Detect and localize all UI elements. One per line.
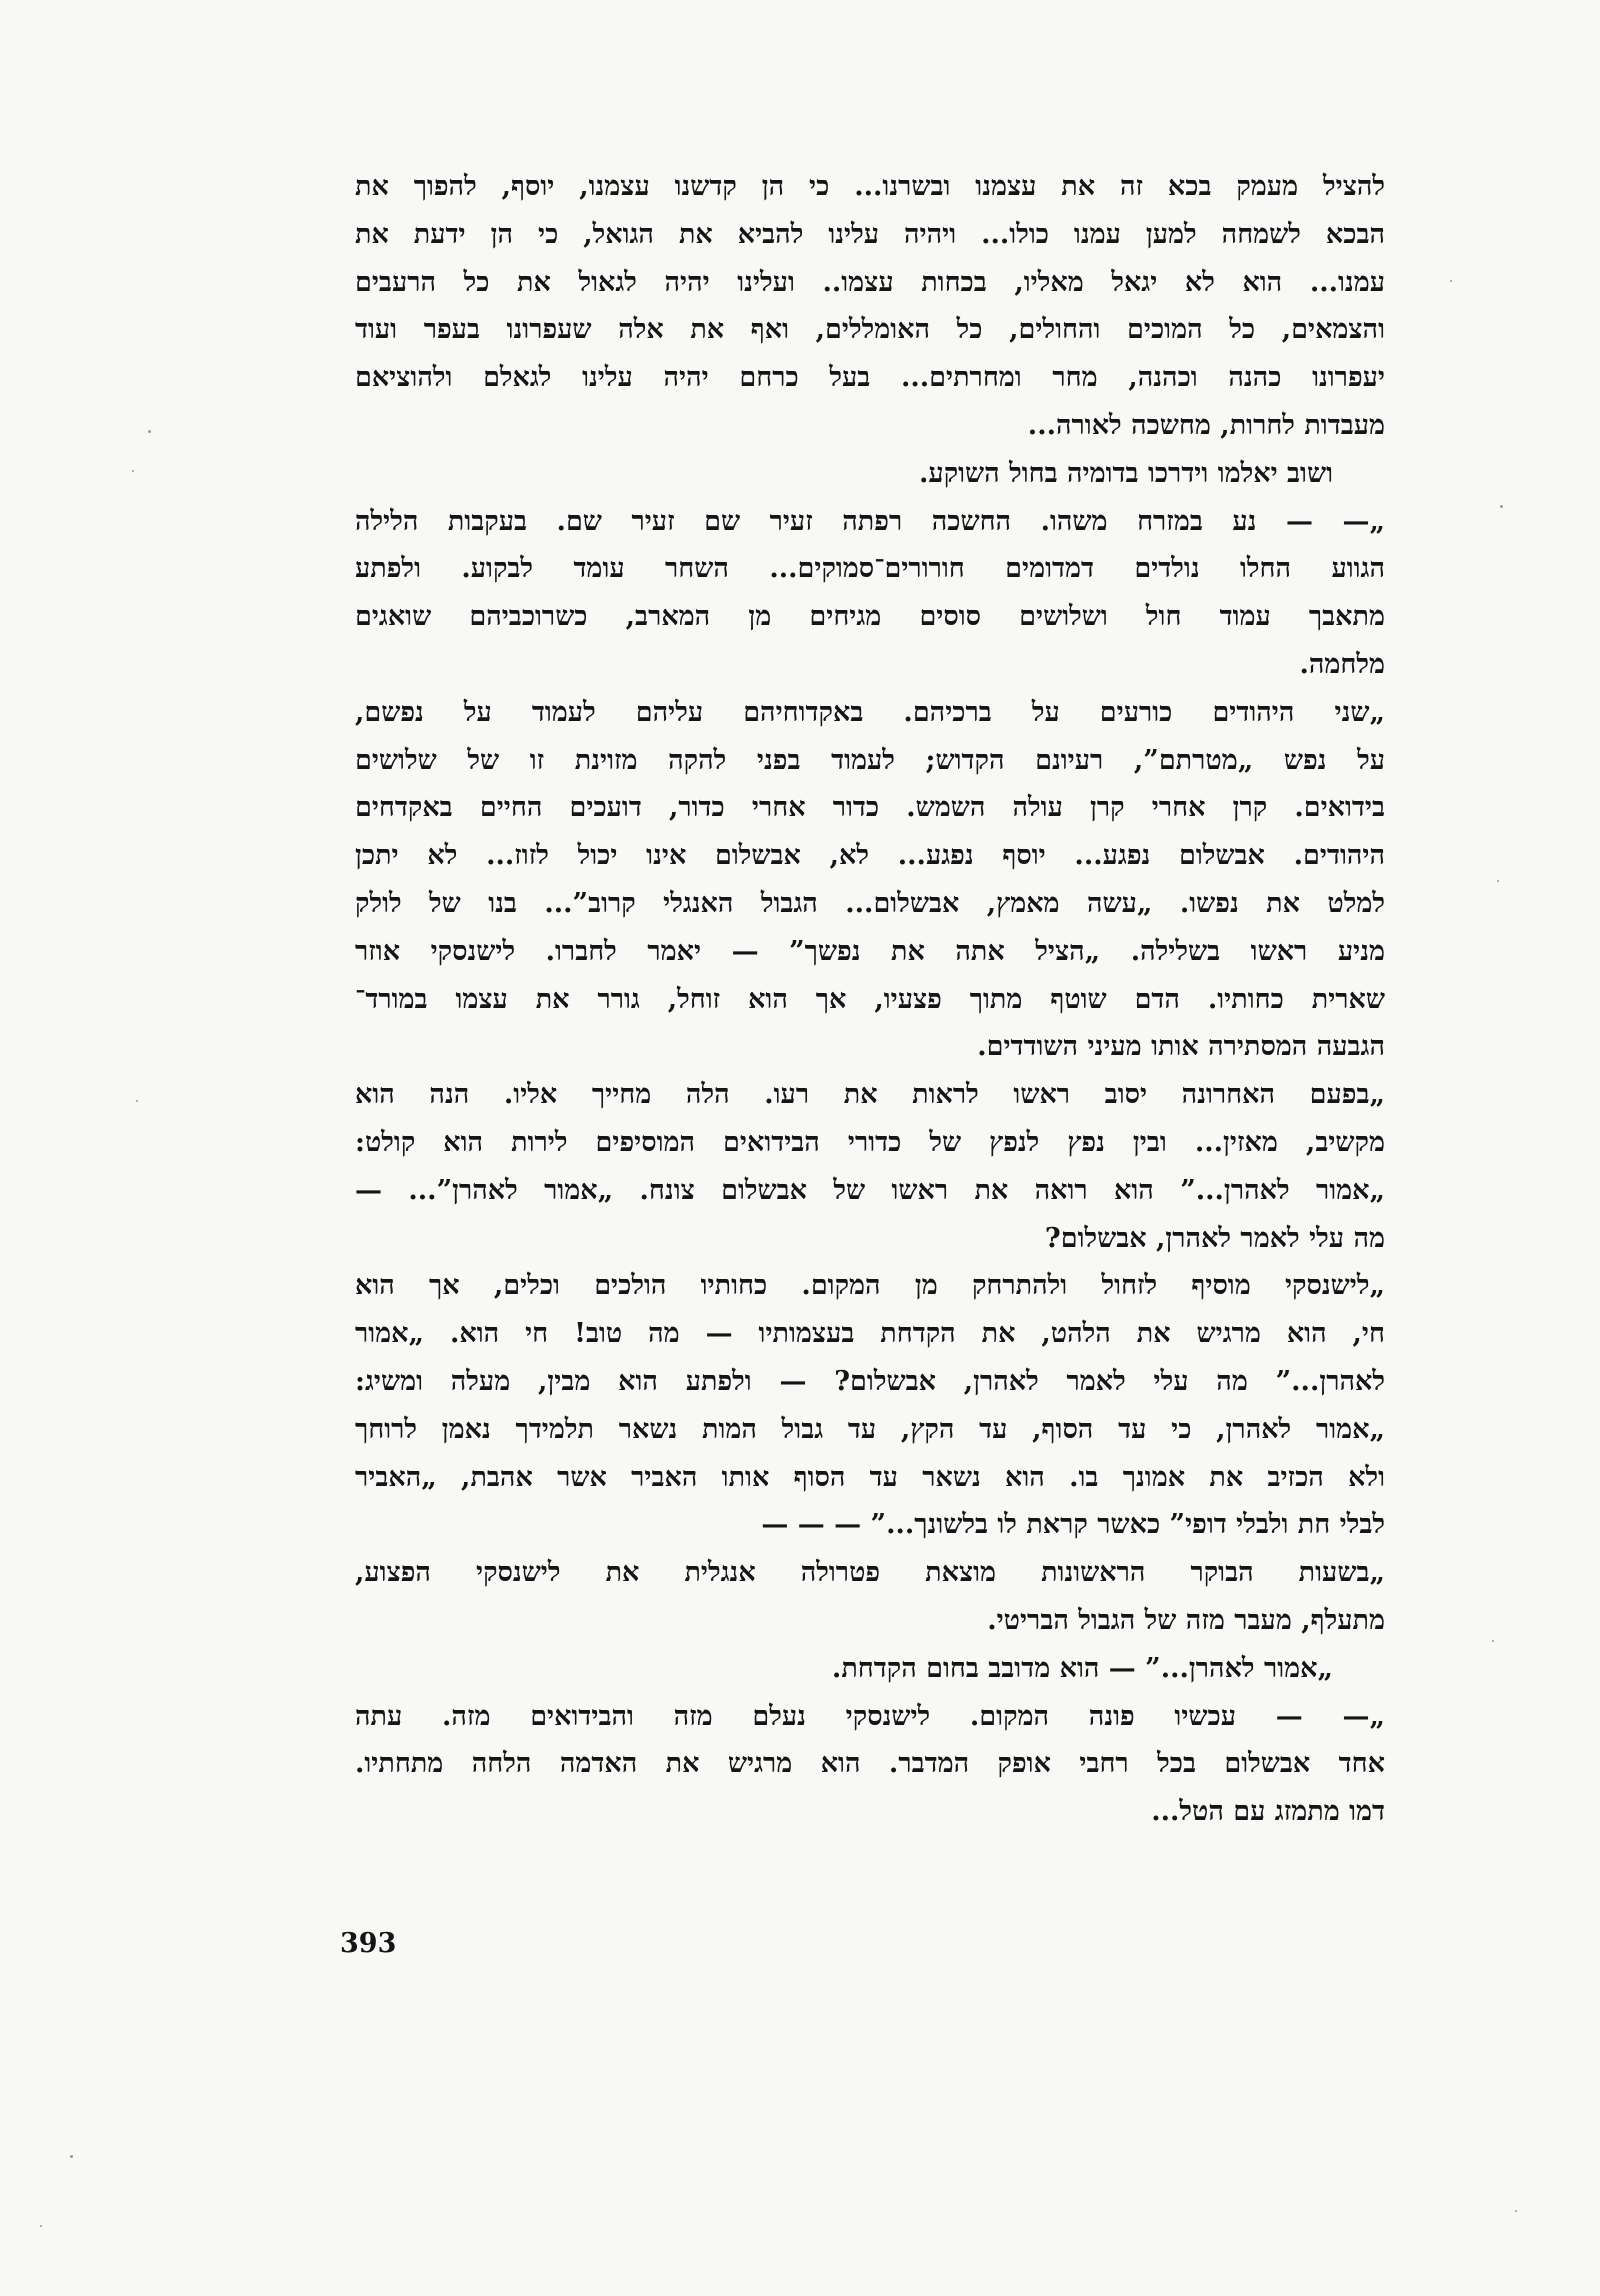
text-line: „— — נע במזרח משהו. החשכה רפתה זעיר שם זעיר שם. בעקבות הלילה <box>355 505 1385 537</box>
page-number: 393 <box>340 1928 397 1959</box>
text-line: הגווע החלו נולדים דמדומים חורורים־סמוקים... השחר עומד לבקוע. ולפתע <box>355 553 1385 585</box>
scan-speck <box>148 430 151 433</box>
text-line: בידואים. קרן אחרי קרן עולה השמש. כדור אחרי כדור, דועכים החיים באקדחים <box>355 792 1385 824</box>
text-line: עמנו... הוא לא יגאל מאליו, בכחות עצמו.. ועלינו יהיה לגאול את כל הרעבים <box>355 266 1385 298</box>
text-line: „בשעות הבוקר הראשונות מוצאת פטרולה אנגלית את לישנסקי הפצוע, <box>355 1557 1385 1589</box>
text-line: מלחמה. <box>1299 648 1385 680</box>
scan-speck <box>1492 1640 1494 1642</box>
text-line: והצמאים, כל המוכים והחולים, כל האומללים, ואף את אלה שעפרונו בעפר ועוד <box>355 314 1385 346</box>
scan-speck <box>132 470 134 472</box>
text-line: יעפרונו כהנה וכהנה, מחר ומחרתים... בעל כרחם יהיה עלינו לגאלם ולהוציאם <box>355 362 1385 394</box>
text-line: הבכא לשמחה למען עמנו כולו... ויהיה עלינו להביא את הגואל, כי הן ידעת את <box>355 218 1385 250</box>
scan-speck <box>1500 505 1503 508</box>
text-line: „לישנסקי מוסיף לזחול ולהתרחק מן המקום. כחותיו הולכים וכלים, אך הוא <box>355 1270 1385 1302</box>
text-line: שארית כחותיו. הדם שוטף מתוך פצעיו, אך הוא זוחל, גורר את עצמו במורד־ <box>355 983 1385 1015</box>
text-line: מעבדות לחרות, מחשכה לאורה... <box>1027 409 1385 441</box>
text-line: מתאבך עמוד חול ושלושים סוסים מגיחים מן המארב, כשרוכביהם שואגים <box>355 601 1385 633</box>
text-line: אחד אבשלום בכל רחבי אופק המדבר. הוא מרגיש את האדמה הלחה מתחתיו. <box>355 1748 1385 1780</box>
text-line: מניע ראשו בשלילה. „הציל אתה את נפשך” — יאמר לחברו. לישנסקי אוזר <box>355 935 1385 967</box>
text-line: מה עלי לאמר לאהרן, אבשלום? <box>1044 1222 1385 1254</box>
text-line: „בפעם האחרונה יסוב ראשו לראות את רעו. הלה מחייך אליו. הנה הוא <box>355 1079 1385 1111</box>
text-line: „— — עכשיו פונה המקום. לישנסקי נעלם מזה והבידואים מזה. עתה <box>355 1700 1385 1732</box>
text-line: לאהרן...” מה עלי לאמר לאהרן, אבשלום? — ולפתע הוא מבין, מעלה ומשיג: <box>355 1365 1385 1397</box>
text-line: היהודים. אבשלום נפגע... יוסף נפגע... לא, אבשלום אינו יכול לזוז... לא יתכן <box>355 840 1385 872</box>
text-line: למלט את נפשו. „עשה מאמץ, אבשלום... הגבול האנגלי קרוב”... בנו של לולק <box>355 887 1385 919</box>
scan-speck <box>1450 280 1452 282</box>
text-line: „אמור לאהרן...” הוא רואה את ראשו של אבשלום צונח. „אמור לאהרן”... — <box>355 1174 1385 1206</box>
text-line: מתעלף, מעבר מזה של הגבול הבריטי. <box>987 1604 1385 1636</box>
scan-speck <box>70 2155 73 2158</box>
scan-speck <box>1497 880 1499 882</box>
text-line: לבלי חת ולבלי דופי” כאשר קראת לו בלשונך...” — — — <box>761 1509 1385 1541</box>
text-line: ולא הכזיב את אמונך בו. הוא נשאר עד הסוף אותו האביר אשר אהבת, „האביר <box>355 1461 1385 1493</box>
scan-speck <box>40 2225 42 2227</box>
text-line: „שני היהודים כורעים על ברכיהם. באקדוחיהם עליהם לעמוד על נפשם, <box>355 696 1385 728</box>
text-line: ושוב יאלמו וידרכו בדומיה בחול השוקע. <box>919 457 1333 489</box>
scan-speck <box>136 1100 138 1102</box>
body-text <box>355 163 1385 1836</box>
text-line: „אמור לאהרן...” — הוא מדובב בחום הקדחת. <box>831 1652 1333 1684</box>
text-line: הגבעה המסתירה אותו מעיני השודדים. <box>977 1031 1385 1063</box>
text-line: מקשיב, מאזין... ובין נפץ לנפץ של כדורי הבידואים המוסיפים לירות הוא קולט: <box>355 1126 1385 1158</box>
text-line: „אמור לאהרן, כי עד הסוף, עד הקץ, עד גבול המות נשאר תלמידך נאמן לרוחך <box>355 1413 1385 1445</box>
text-line: להציל מעמק בכא זה את עצמנו ובשרנו... כי הן קדשנו עצמנו, יוסף, להפוך את <box>355 171 1385 202</box>
text-line: על נפש „מטרתם”, רעיונם הקדוש; לעמוד בפני להקה מזוינת זו של שלושים <box>355 744 1385 776</box>
text-line: דמו מתמזג עם הטל... <box>1151 1796 1385 1828</box>
text-line: חי, הוא מרגיש את הלהט, את הקדחת בעצמותיו — מה טוב! חי הוא. „אמור <box>355 1318 1385 1350</box>
scan-speck <box>1515 2210 1517 2212</box>
